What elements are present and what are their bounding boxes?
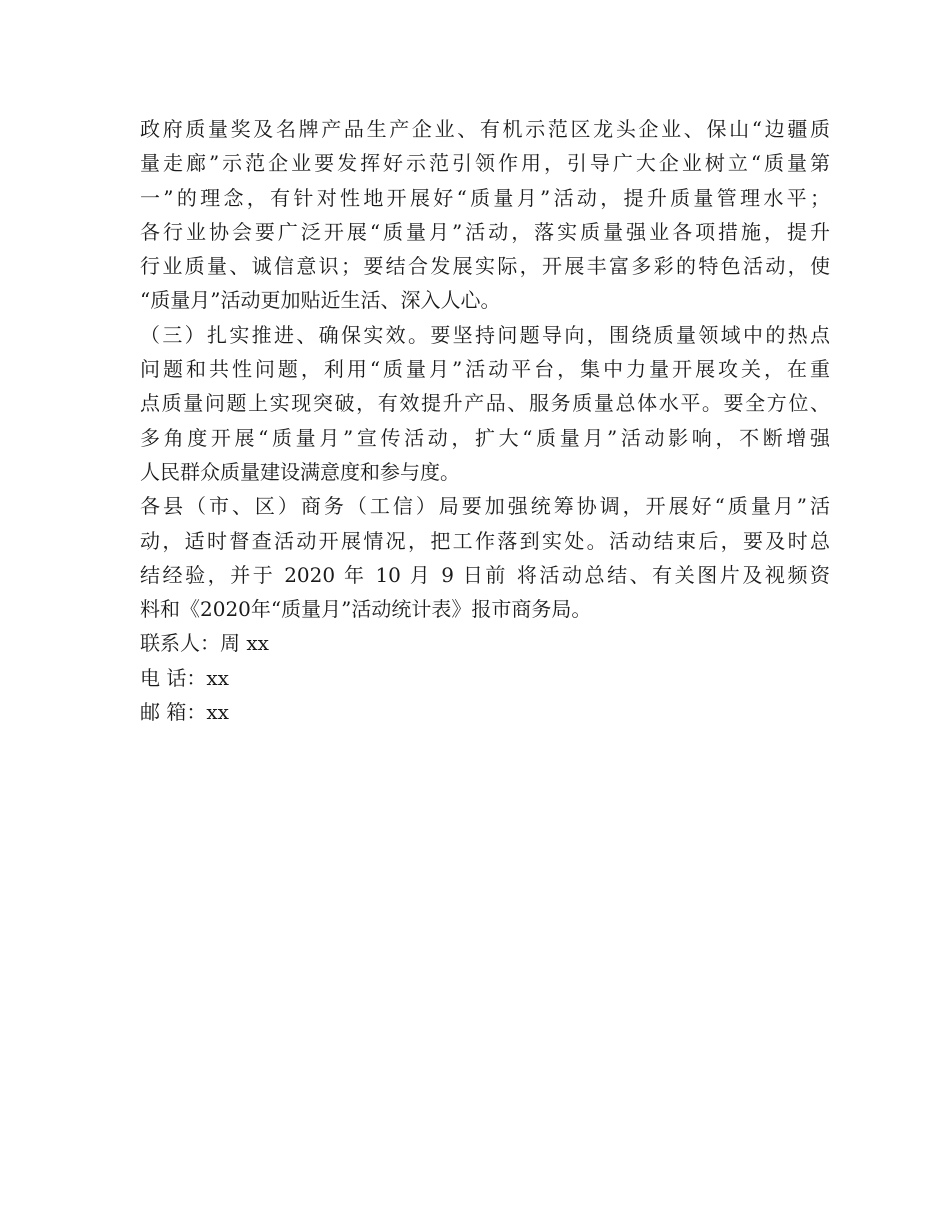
paragraph-line: 一”的理念，有针对性地开展好“质量月”活动，提升质量管理水平； <box>140 185 830 210</box>
paragraph-line: （三）扎实推进、确保实效。要坚持问题导向，围绕质量领域中的热点 <box>140 322 830 347</box>
paragraph-line: 问题和共性问题，利用“质量月”活动平台，集中力量开展攻关，在重 <box>140 357 830 382</box>
paragraph-line: 量走廊”示范企业要发挥好示范引领作用，引导广大企业树立“质量第 <box>140 151 830 176</box>
paragraph-line: 行业质量、诚信意识；要结合发展实际，开展丰富多彩的特色活动，使 <box>140 254 830 279</box>
paragraph-line: 动，适时督查活动开展情况，把工作落到实处。活动结束后，要及时总 <box>140 528 830 553</box>
paragraph-line: 点质量问题上实现突破，有效提升产品、服务质量总体水平。要全方位、 <box>140 391 830 416</box>
paragraph-line: 人民群众质量建设满意度和参与度。 <box>140 459 460 484</box>
contact-email: 邮 箱：xx <box>140 700 229 725</box>
document-body <box>140 112 830 729</box>
contact-phone: 电 话：xx <box>140 665 229 690</box>
contact-person: 联系人：周 xx <box>140 631 269 656</box>
paragraph-line: “质量月”活动更加贴近生活、深入人心。 <box>140 288 501 313</box>
paragraph-line: 各县（市、区）商务（工信）局要加强统筹协调，开展好“质量月”活 <box>140 494 830 519</box>
paragraph-line: 结经验，并于 2020 年 10 月 9 日前 将活动总结、有关图片及视频资 <box>140 562 830 587</box>
paragraph-line: 政府质量奖及名牌产品生产企业、有机示范区龙头企业、保山“边疆质 <box>140 117 830 141</box>
paragraph-line: 各行业协会要广泛开展“质量月”活动，落实质量强业各项措施，提升 <box>140 219 830 244</box>
paragraph-line: 多角度开展“质量月”宣传活动，扩大“质量月”活动影响，不断增强 <box>140 425 830 450</box>
paragraph-line: 料和《2020年“质量月”活动统计表》报市商务局。 <box>140 597 592 622</box>
